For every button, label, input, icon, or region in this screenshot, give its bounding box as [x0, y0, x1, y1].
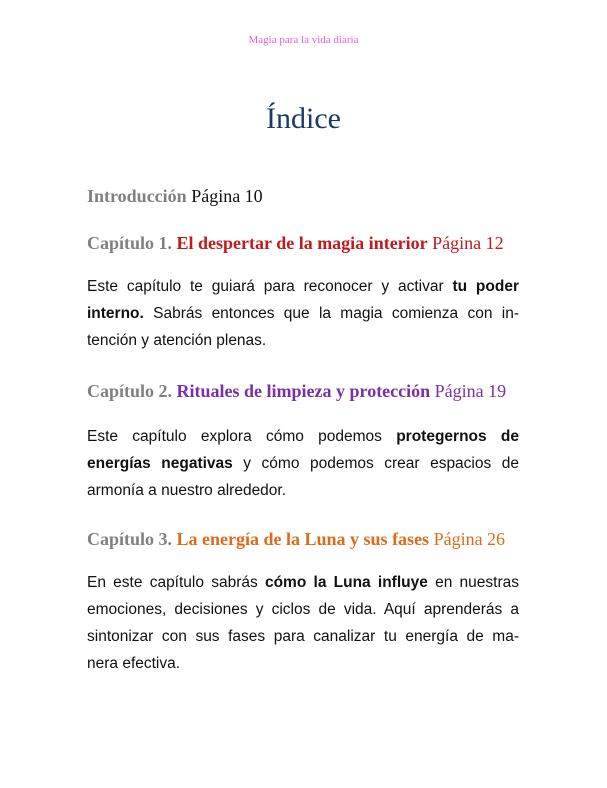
description-emphasis: cómo la Luna influye: [264, 574, 428, 591]
chapter-description: [87, 423, 519, 504]
toc-entry-chapter-2[interactable]: [87, 381, 527, 402]
description-emphasis: interno.: [87, 305, 144, 322]
description-line: [87, 327, 519, 354]
description-emphasis: protegernos de: [396, 428, 519, 445]
description-text: Este capítulo explora cómo podemos: [87, 428, 397, 445]
description-text: emociones, decisiones y ciclos de vida. Aquí aprenderás a: [87, 601, 519, 618]
toc-label: Capítulo 1.: [87, 233, 173, 253]
description-line: [87, 623, 519, 650]
toc-label: Capítulo 3.: [87, 529, 173, 549]
chapter-title: El despertar de la magia interior: [176, 233, 428, 253]
toc-page-ref: Página 12: [432, 233, 504, 253]
chapter-title: Rituales de limpieza y protección: [176, 381, 431, 401]
description-text: y cómo podemos crear espacios de: [232, 455, 519, 472]
description-text: Sabrás entonces que la magia comienza con in-: [143, 305, 519, 322]
description-line: [87, 273, 519, 300]
description-line: [87, 450, 519, 477]
toc-page-ref: Página 19: [434, 381, 507, 401]
toc-label: Capítulo 2.: [87, 381, 173, 401]
description-text: nera efectiva.: [87, 655, 181, 672]
description-text: armonía a nuestro alrededor.: [87, 482, 287, 499]
description-line: [87, 596, 519, 623]
description-text: Este capítulo te guiará para reconocer y activar: [87, 278, 453, 295]
toc-entry-chapter-1[interactable]: [87, 233, 527, 254]
description-line: [87, 477, 519, 504]
description-line: [87, 300, 519, 327]
toc-entry-introduction[interactable]: [87, 186, 527, 207]
toc-entry-chapter-3[interactable]: [87, 529, 527, 550]
description-emphasis: tu poder: [452, 278, 519, 295]
description-text: sintonizar con sus fases para canalizar tu energía de ma-: [87, 628, 519, 645]
description-text: tención y atención plenas.: [87, 332, 267, 349]
running-header: Magia para la vida diaria: [248, 34, 359, 46]
chapter-description: [87, 273, 519, 354]
toc-label: Introducción: [87, 186, 187, 206]
description-text: en nuestras: [427, 574, 519, 591]
description-line: [87, 569, 519, 596]
description-text: En este capítulo sabrás: [87, 574, 265, 591]
toc-page-ref: Página 26: [433, 529, 506, 549]
toc-page-ref: Página 10: [191, 186, 263, 206]
description-line: [87, 423, 519, 450]
chapter-description: [87, 569, 519, 677]
description-line: [87, 650, 519, 677]
page-title: Índice: [266, 102, 341, 135]
chapter-title: La energía de la Luna y sus fases: [176, 529, 430, 549]
description-emphasis: energías negativas: [87, 455, 233, 472]
